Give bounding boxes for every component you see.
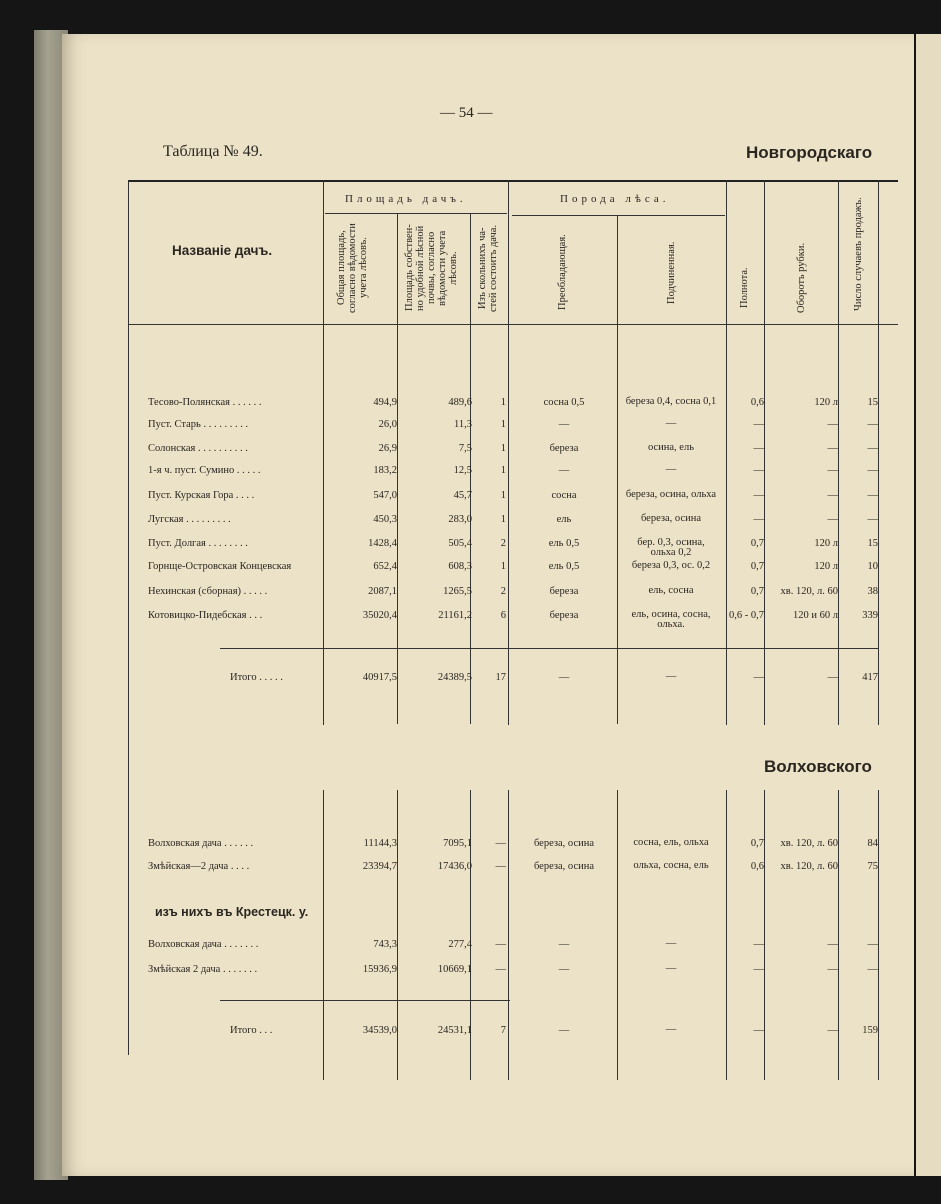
cell-name: Волховская дача . . . . . . . [148, 939, 259, 950]
cell-cnt: — [867, 939, 878, 950]
cell-name: Волховская дача . . . . . . [148, 838, 254, 849]
cell-total: 23394,7 [362, 861, 397, 872]
header-parts: Изъ скольнихъ ча- стей состоитъ дача. [477, 224, 499, 312]
cell-rot: 120 л [814, 397, 838, 408]
cell-full: — [753, 490, 764, 501]
cell-pre: — [558, 964, 570, 975]
cell-sub: ель, осина, сосна, ольха. [631, 609, 711, 630]
cell-name: Котовицко-Пидебская . . . [148, 610, 263, 621]
total2-rot: — [827, 1025, 838, 1036]
total-parts: 17 [495, 672, 506, 683]
cell-cnt: 10 [867, 561, 878, 572]
cell-full: — [753, 964, 764, 975]
cell-parts: — [495, 964, 506, 975]
cell-pre: береза [549, 586, 579, 597]
cell-full: — [753, 465, 764, 476]
header-name-col: Названіе дачъ. [172, 243, 273, 258]
total-pre: — [558, 672, 570, 683]
cell-full: — [753, 514, 764, 525]
cell-parts: 6 [500, 610, 506, 621]
cell-sub: ель, сосна [648, 585, 694, 596]
area-group-rule [325, 213, 507, 214]
table-title: Таблица № 49. [163, 143, 263, 160]
cell-total: 2087,1 [368, 586, 397, 597]
cell-parts: — [495, 939, 506, 950]
cell-parts: 1 [500, 561, 506, 572]
cell-total: 26,0 [378, 419, 397, 430]
cell-rot: хв. 120, л. 60 [780, 838, 838, 849]
cell-sub: сосна, ель, ольха [633, 837, 709, 848]
subheading: изъ нихъ въ Крестецк. у. [155, 905, 309, 919]
cell-sub: береза, осина [640, 513, 702, 524]
cell-total: 183,2 [373, 465, 397, 476]
cell-cnt: — [867, 419, 878, 430]
table-row [0, 939, 900, 955]
total2-parts: 7 [500, 1025, 506, 1036]
cell-name: Нехинская (сборная) . . . . . [148, 586, 268, 597]
total2-sub: — [665, 1024, 677, 1035]
cell-sub: — [665, 418, 677, 429]
cell-own: 21161,2 [438, 610, 472, 621]
cell-rot: хв. 120, л. 60 [780, 586, 838, 597]
cell-name: Горнще-Островская Концевская [148, 561, 292, 572]
cell-name: Тесово-Полянская . . . . . . [148, 397, 262, 408]
cell-cnt: — [867, 964, 878, 975]
cell-pre: береза, осина [533, 838, 595, 849]
cell-cnt: 15 [867, 397, 878, 408]
total-full: — [753, 672, 764, 683]
region-title: Новгородскаго [746, 143, 873, 162]
cell-parts: — [495, 838, 506, 849]
cell-own: 10669,1 [437, 964, 472, 975]
cell-own: 45,7 [453, 490, 472, 501]
total-row [0, 672, 900, 688]
cell-cnt: — [867, 443, 878, 454]
total-area: 40917,5 [362, 672, 397, 683]
total-rot: — [827, 672, 838, 683]
cell-name: Лугская . . . . . . . . . [148, 514, 231, 525]
cell-name: Солонская . . . . . . . . . . [148, 443, 248, 454]
cell-cnt: — [867, 465, 878, 476]
cell-sub: береза 0,4, сосна 0,1 [625, 396, 717, 407]
table-row [0, 537, 900, 558]
cell-pre: береза, осина [533, 861, 595, 872]
cell-rot: хв. 120, л. 60 [780, 861, 838, 872]
cell-parts: 2 [500, 586, 506, 597]
cell-pre: — [558, 419, 570, 430]
cell-parts: — [495, 861, 506, 872]
cell-pre: береза [549, 443, 579, 454]
cell-name: 1-я ч. пуст. Сумино . . . . . [148, 465, 261, 476]
header-fullness: Полнота. [739, 267, 750, 308]
cell-total: 652,4 [373, 561, 397, 572]
cell-pre: — [558, 939, 570, 950]
cell-full: — [753, 419, 764, 430]
cell-full: 0,7 [750, 586, 764, 597]
cell-parts: 1 [500, 465, 506, 476]
cell-own: 489,6 [448, 397, 472, 408]
cell-full: 0,6 - 0,7 [729, 610, 764, 621]
cell-sub: береза 0,3, ос. 0,2 [631, 560, 711, 571]
cell-parts: 1 [500, 419, 506, 430]
cell-total: 35020,4 [362, 610, 397, 621]
table-row [0, 586, 900, 602]
cell-cnt: 339 [862, 610, 878, 621]
table-row [0, 838, 900, 854]
cell-full: 0,7 [750, 538, 764, 549]
cell-pre: ель [556, 514, 572, 525]
cell-total: 547,0 [373, 490, 397, 501]
cell-name: Пуст. Старь . . . . . . . . . [148, 419, 249, 430]
cell-cnt: — [867, 490, 878, 501]
cell-sub: — [665, 938, 677, 949]
region2-title: Волховского [764, 757, 872, 776]
cell-total: 450,3 [373, 514, 397, 525]
header-predominant: Преобладающая. [557, 234, 568, 311]
cell-full: 0,6 [750, 397, 764, 408]
header-area-total: Общая площадь, согласно вѣдомости учета лѣсовъ. [336, 223, 369, 313]
table-row [0, 561, 900, 577]
total2-cnt: 159 [862, 1025, 878, 1036]
cell-rot: — [827, 465, 838, 476]
cell-own: 17436,0 [437, 861, 472, 872]
cell-sub: бер. 0,3, осина, ольха 0,2 [637, 537, 705, 558]
cell-total: 494,9 [373, 397, 397, 408]
cell-pre: сосна 0,5 [543, 397, 585, 408]
cell-cnt: 84 [867, 838, 878, 849]
header-rotation: Оборотъ рубки. [796, 242, 807, 313]
cell-parts: 1 [500, 397, 506, 408]
header-species-group: Порода лѣса. [560, 193, 670, 205]
table-row [0, 609, 900, 630]
total1-rule [220, 648, 510, 649]
cell-own: 7095,1 [443, 838, 472, 849]
cell-name: Змѣйская 2 дача . . . . . . . [148, 964, 258, 975]
cell-cnt: 15 [867, 538, 878, 549]
cell-pre: сосна [551, 490, 577, 501]
cell-sub: осина, ель [647, 442, 694, 453]
cell-pre: ель 0,5 [548, 561, 580, 572]
table-row [0, 465, 900, 481]
cell-rot: 120 л [814, 538, 838, 549]
cell-pre: — [558, 465, 570, 476]
cell-sub: ольха, сосна, ель [633, 860, 709, 871]
next-page-edge [916, 34, 941, 1176]
table-row [0, 419, 900, 435]
cell-parts: 2 [500, 538, 506, 549]
header-sales-count: Число случаевъ продажъ. [853, 197, 864, 311]
cell-name: Змѣйская—2 дача . . . . [148, 861, 250, 872]
total2-pre: — [558, 1025, 570, 1036]
cell-rot: — [827, 419, 838, 430]
cell-parts: 1 [500, 443, 506, 454]
cell-total: 1428,4 [368, 538, 397, 549]
cell-rot: 120 л [814, 561, 838, 572]
total-label: Итого . . . . . [230, 672, 283, 683]
total1-rule-right [508, 648, 878, 649]
table-top-rule [128, 180, 898, 182]
cell-full: 0,6 [750, 861, 764, 872]
cell-total: 15936,9 [362, 964, 397, 975]
cell-full: — [753, 443, 764, 454]
cell-sub: береза, осина, ольха [625, 489, 717, 500]
table-row [0, 514, 900, 530]
cell-name: Пуст. Курская Гора . . . . [148, 490, 255, 501]
total2-rule [220, 1000, 510, 1001]
book-page [62, 34, 914, 1176]
total-sub: — [665, 671, 677, 682]
page-number: — 54 — [440, 105, 493, 121]
table-row [0, 861, 900, 877]
cell-name: Пуст. Долгая . . . . . . . . [148, 538, 248, 549]
table-row [0, 964, 900, 980]
cell-cnt: 75 [867, 861, 878, 872]
cell-own: 11,3 [454, 419, 472, 430]
cell-own: 12,5 [453, 465, 472, 476]
header-area-group: Площадь дачъ. [345, 193, 467, 205]
cell-own: 505,4 [448, 538, 472, 549]
header-subordinate: Подчиненная. [666, 241, 677, 304]
cell-rot: — [827, 514, 838, 525]
total-own: 24389,5 [437, 672, 472, 683]
cell-own: 608,3 [448, 561, 472, 572]
cell-parts: 1 [500, 490, 506, 501]
table-row [0, 443, 900, 459]
table-row [0, 397, 900, 413]
cell-full: 0,7 [750, 838, 764, 849]
cell-own: 1265,5 [443, 586, 472, 597]
total2-own: 24531,1 [437, 1025, 472, 1036]
cell-own: 7,5 [458, 443, 472, 454]
cell-pre: береза [549, 610, 579, 621]
cell-own: 277,4 [448, 939, 472, 950]
cell-sub: — [665, 464, 677, 475]
cell-pre: ель 0,5 [548, 538, 580, 549]
cell-rot: — [827, 964, 838, 975]
header-area-own: Площадь собствен- но удобной лѣсной почвы, согласно вѣдомости учета лѣсовъ. [404, 224, 459, 312]
total2-full: — [753, 1025, 764, 1036]
cell-full: 0,7 [750, 561, 764, 572]
cell-total: 11144,3 [363, 838, 397, 849]
cell-parts: 1 [500, 514, 506, 525]
total2-label: Итого . . . [230, 1025, 273, 1036]
header-bottom-rule [128, 324, 898, 325]
cell-total: 26,9 [378, 443, 397, 454]
cell-rot: — [827, 443, 838, 454]
cell-own: 283,0 [448, 514, 472, 525]
cell-rot: 120 и 60 л [793, 610, 838, 621]
cell-rot: — [827, 490, 838, 501]
cell-sub: — [665, 963, 677, 974]
total2-area: 34539,0 [362, 1025, 397, 1036]
cell-rot: — [827, 939, 838, 950]
cell-cnt: 38 [867, 586, 878, 597]
cell-full: — [753, 939, 764, 950]
species-group-rule [512, 215, 725, 216]
table-row [0, 490, 900, 506]
cell-total: 743,3 [373, 939, 397, 950]
total2-row [0, 1025, 900, 1041]
total-cnt: 417 [862, 672, 878, 683]
cell-cnt: — [867, 514, 878, 525]
